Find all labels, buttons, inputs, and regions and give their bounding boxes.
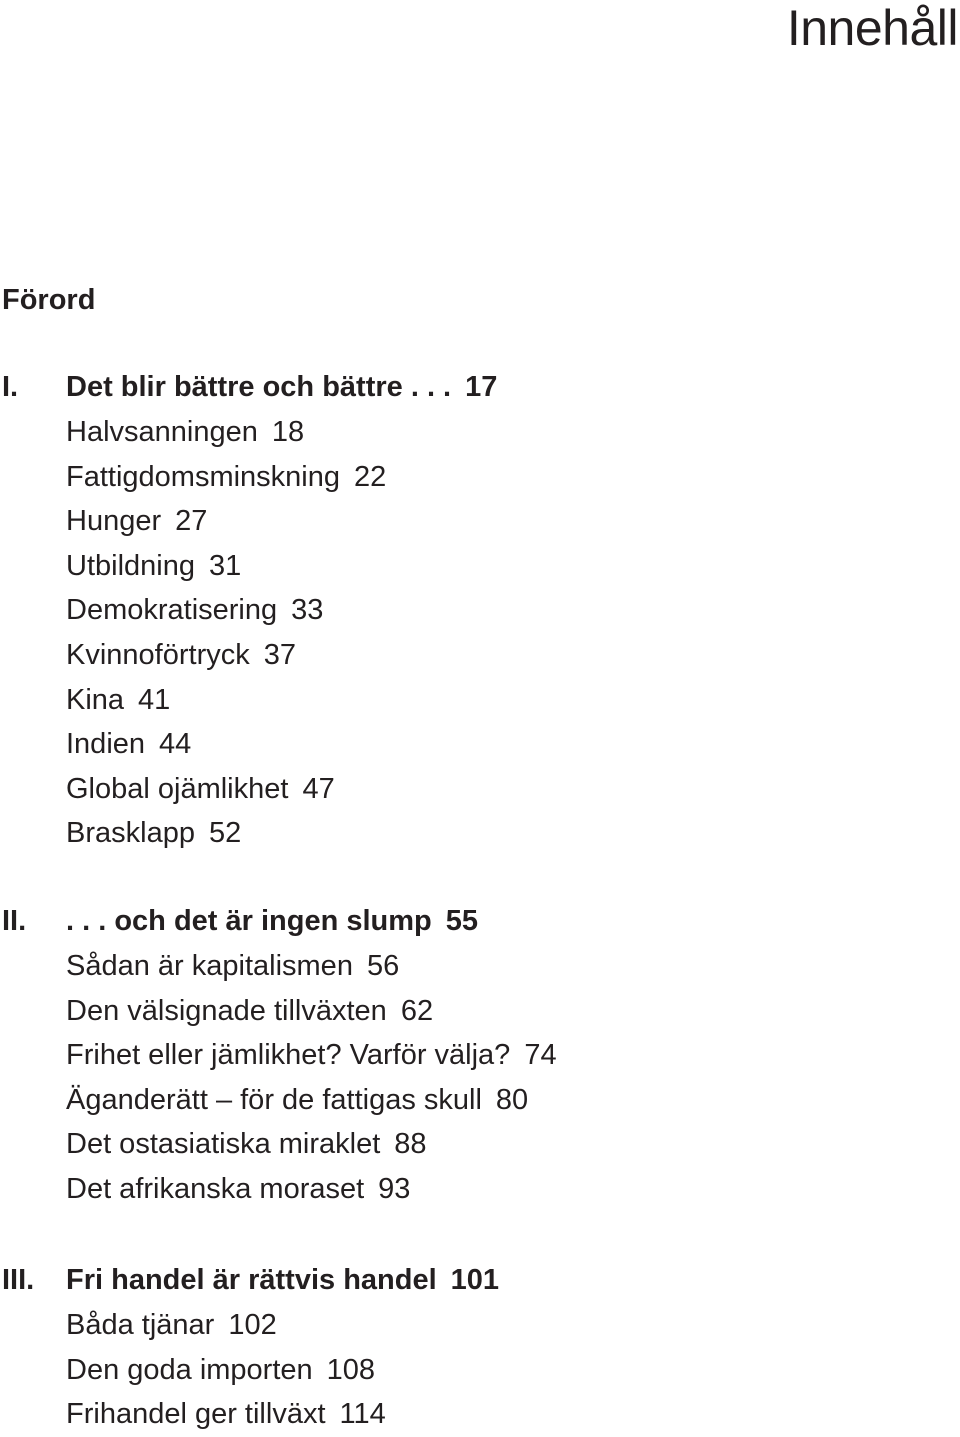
entry-page-number: 27 <box>175 505 208 538</box>
entry-page-number: 114 <box>339 1398 386 1431</box>
entry-title: Global ojämlikhet <box>66 772 289 805</box>
toc-entry <box>66 1392 952 1437</box>
entry-page-number: 52 <box>208 817 242 850</box>
entry-page-number: 31 <box>208 549 242 582</box>
entry-title: Sådan är kapitalismen <box>66 950 353 982</box>
entry-title: Båda tjänar <box>66 1309 215 1341</box>
entry-title: Demokratisering <box>66 594 278 627</box>
entry-page-number: 102 <box>228 1309 277 1341</box>
part-numeral: I. <box>2 371 19 403</box>
toc-entry <box>66 588 952 633</box>
toc-entry <box>66 1033 952 1078</box>
entry-title: Halvsanningen <box>66 416 258 448</box>
entry-page-number: 22 <box>354 460 387 493</box>
page-title: Innehåll <box>786 0 958 56</box>
entry-page-number: 41 <box>138 683 171 716</box>
part-numeral: III. <box>2 1264 35 1296</box>
entry-title: Hunger <box>66 505 162 538</box>
entry-title: Kina <box>66 683 125 716</box>
part-page-number: 101 <box>450 1264 500 1296</box>
toc-entry <box>66 811 952 856</box>
part-numeral: II. <box>2 905 27 937</box>
entry-page-number: 108 <box>326 1353 376 1386</box>
entry-title: Kvinnoförtryck <box>66 638 250 671</box>
entry-page-number: 18 <box>271 416 305 448</box>
toc-entry <box>66 1348 952 1393</box>
entry-title: Den goda importen <box>66 1353 313 1386</box>
entry-page-number: 93 <box>378 1172 411 1205</box>
toc-entry <box>66 722 952 767</box>
toc-entry <box>66 767 952 812</box>
part-title: . . . och det är ingen slump <box>66 905 432 937</box>
entry-page-number: 62 <box>400 994 434 1027</box>
toc-entry <box>66 1167 952 1212</box>
part-heading <box>2 898 952 944</box>
toc-part-1 <box>2 364 952 856</box>
entry-title: Äganderätt – för de fattigas skull <box>66 1083 482 1116</box>
toc-entry <box>66 499 952 544</box>
entry-page-number: 56 <box>366 950 400 982</box>
part-page-number: 55 <box>445 905 479 937</box>
entry-page-number: 37 <box>263 638 296 671</box>
entry-title: Det ostasiatiska miraklet <box>66 1128 381 1161</box>
toc-foreword: Förord <box>2 284 96 316</box>
entry-title: Fattigdomsminskning <box>66 460 340 493</box>
part-heading <box>2 1257 952 1303</box>
entry-title: Den välsignade tillväxten <box>66 994 387 1027</box>
part-page-number: 17 <box>465 371 498 403</box>
entry-page-number: 44 <box>159 728 192 761</box>
part-title: Fri handel är rättvis handel <box>66 1264 437 1296</box>
entry-page-number: 47 <box>302 772 335 805</box>
entry-title: Brasklapp <box>66 817 195 850</box>
toc-part-2 <box>2 898 952 1212</box>
toc-entry <box>66 1303 952 1348</box>
entry-title: Frihandel ger tillväxt <box>66 1398 326 1431</box>
entry-title: Det afrikanska moraset <box>66 1172 365 1205</box>
chapter-list <box>2 944 952 1212</box>
toc-entry <box>66 678 952 723</box>
entry-title: Indien <box>66 728 146 761</box>
chapter-list <box>2 410 952 856</box>
toc-entry <box>66 544 952 589</box>
entry-page-number: 74 <box>524 1039 557 1072</box>
entry-page-number: 33 <box>291 594 324 627</box>
toc-entry <box>66 1122 952 1167</box>
toc-part-3 <box>2 1257 952 1437</box>
entry-page-number: 88 <box>394 1128 427 1161</box>
chapter-list <box>2 1303 952 1437</box>
toc-entry <box>66 944 952 989</box>
part-heading <box>2 364 952 410</box>
toc-entry <box>66 633 952 678</box>
toc-entry <box>66 989 952 1034</box>
toc-entry <box>66 1078 952 1123</box>
entry-title: Utbildning <box>66 549 195 582</box>
toc-entry <box>66 455 952 500</box>
entry-title: Frihet eller jämlikhet? Varför välja? <box>66 1039 511 1072</box>
entry-page-number: 80 <box>495 1083 529 1116</box>
part-title: Det blir bättre och bättre . . . <box>66 371 452 403</box>
toc-entry <box>66 410 952 455</box>
